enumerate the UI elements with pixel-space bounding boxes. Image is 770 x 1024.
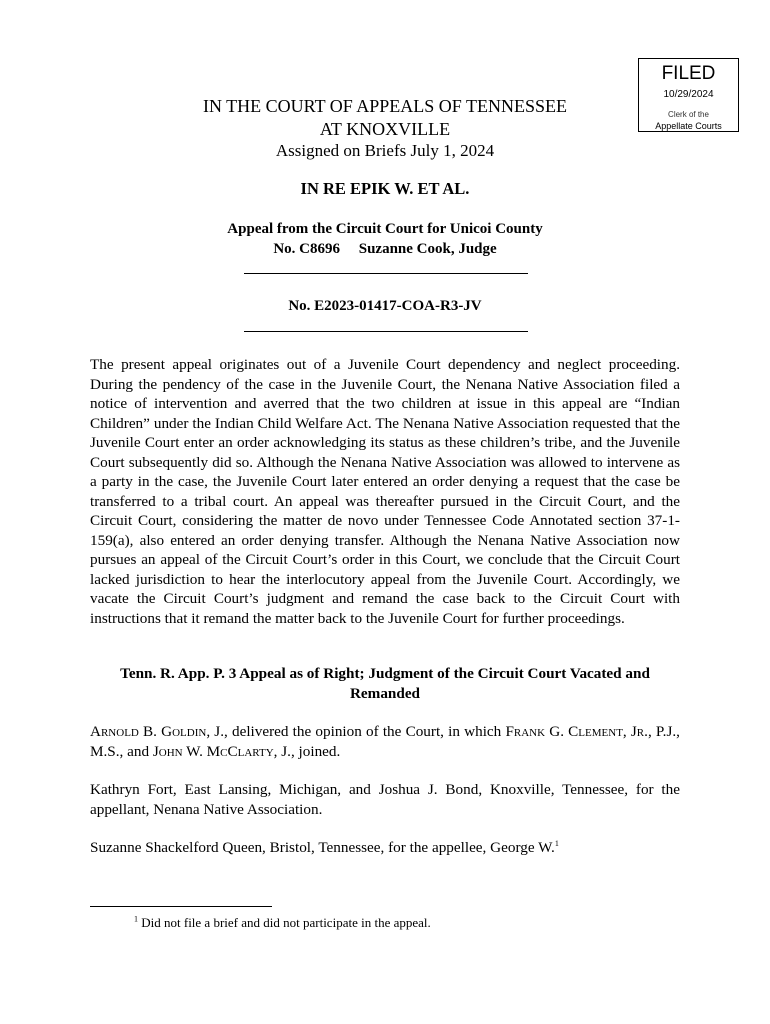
appeal-from: Appeal from the Circuit Court for Unicoi County [227, 221, 543, 237]
footnote-text: Did not file a brief and did not participate in the appeal. [141, 915, 431, 930]
clerk-line: Clerk of the [668, 110, 709, 119]
court-name: IN THE COURT OF APPEALS OF TENNESSEE [203, 96, 567, 116]
joining-judge-2: John W. McClarty [152, 742, 274, 760]
joining-judge-1: Frank G. Clement, Jr. [505, 723, 648, 740]
footnote-mark: 1 [134, 914, 138, 924]
docket-number: No. E2023-01417-COA-R3-JV [288, 298, 482, 314]
trial-judge: Suzanne Cook, Judge [358, 241, 497, 257]
counsel-appellee: Suzanne Shackelford Queen, Bristol, Tennessee, for the appellee, George W.$^1$ [90, 838, 559, 856]
trial-case-number: No. C8696 [273, 241, 340, 257]
headnote: Tenn. R. App. P. 3 Appeal as of Right; Judgment of the Circuit Court Vacated and Remanded [120, 665, 650, 702]
filed-date: 10/29/2024 [663, 89, 714, 100]
appellate-courts-line: Appellate Courts [655, 121, 722, 131]
divider-top [244, 273, 528, 274]
case-title: IN RE EPIK W. ET AL. [300, 179, 470, 198]
filed-label: FILED [661, 63, 716, 84]
divider-bottom [244, 331, 528, 332]
counsel-appellant: Kathryn Fort, East Lansing, Michigan, and Joshua J. Bond, Knoxville, Tennessee, for the appellant, Nenana Native Association. [90, 781, 680, 818]
trial-court-info [90, 240, 680, 259]
court-location: AT KNOXVILLE [319, 119, 451, 139]
footnote-ref[interactable]: 1 [554, 838, 559, 848]
footnote-divider [90, 906, 272, 907]
opinion-attribution: Arnold B. Goldin, J., delivered the opinion of the Court, in which Frank G. Clement, Jr., P.J., M.S., and John W. McClarty, J., joined. [90, 723, 680, 760]
assigned-date: Assigned on Briefs July 1, 2024 [275, 141, 495, 160]
author-judge: Arnold B. Goldin [90, 723, 207, 740]
footnote [134, 914, 431, 931]
case-summary: The present appeal originates out of a Juvenile Court dependency and neglect proceeding. During the pendency of the case in the Juvenile Court, the Nenana Native Association filed a notice of intervention and averred that the two children at issue in this appeal are “Indian Children” under the Indian Child Welfare Act. The Nenana Native Association requested that the Juvenile Court enter an order acknowledging its status as these children’s tribe, and the Juvenile Court subsequently did so. Although the Nenana Native Association was allowed to intervene as a party in the case, the Juvenile Court later entered an order denying a request that the case be transferred to a tribal court. An appeal was thereafter pursued in the Circuit Court, and the Circuit Court, considering the matter de novo under Tennessee Code Annotated section 37-1-159(a), also entered an order denying transfer. Although the Nenana Native Association now pursues an appeal of the Circuit Court’s order in this Court, we conclude that the Circuit Court lacked jurisdiction to hear the interlocutory appeal from the Juvenile Court. Accordingly, we vacate the Circuit Court’s judgment and remand the case back to the Circuit Court with instructions that it remand the matter back to the Juvenile Court for further proceedings. [90, 356, 680, 627]
